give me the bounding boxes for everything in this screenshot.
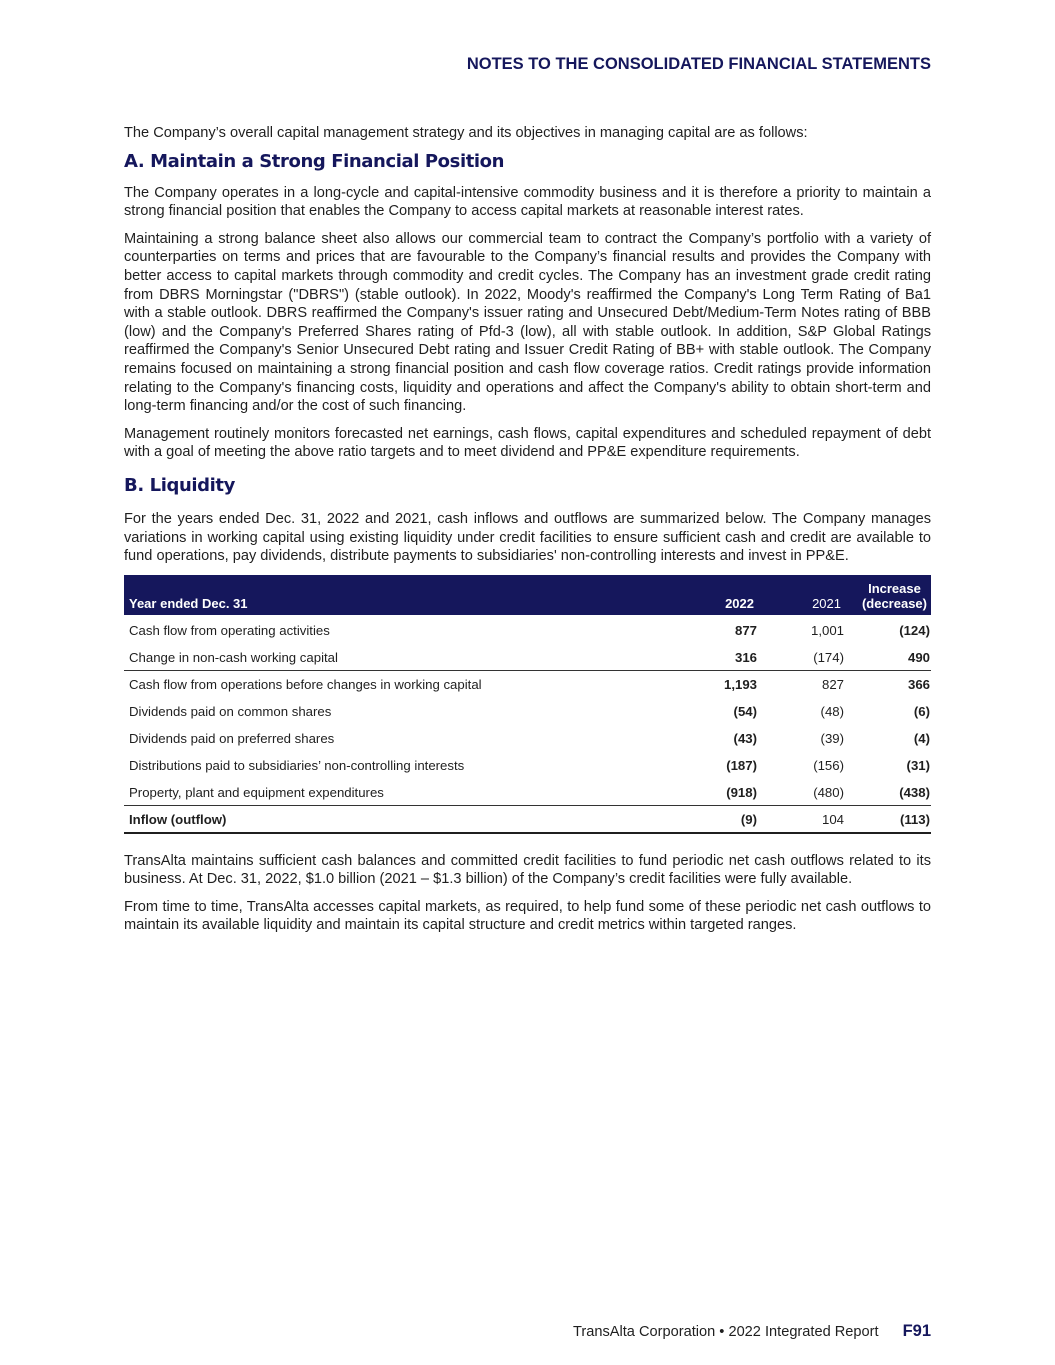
row-value-2021: (156) bbox=[813, 757, 844, 773]
row-value-2021: 104 bbox=[821, 811, 844, 827]
row-value-2022: (918) bbox=[726, 784, 757, 800]
table-row bbox=[124, 779, 931, 806]
page-footer bbox=[573, 1322, 931, 1341]
row-value-change: 490 bbox=[907, 649, 930, 665]
row-value-change: 366 bbox=[907, 676, 930, 692]
footer-report-title: TransAlta Corporation • 2022 Integrated Report bbox=[573, 1324, 879, 1340]
table-row bbox=[124, 698, 931, 725]
row-value-change: (31) bbox=[906, 757, 930, 773]
row-value-2022: 316 bbox=[734, 649, 757, 665]
row-value-2022: (43) bbox=[733, 730, 757, 746]
row-value-2021: (48) bbox=[820, 703, 844, 719]
section-b-paragraph: For the years ended Dec. 31, 2022 and 2021, cash inflows and outflows are summarized below. The Company manages variations in working capital using existing liquidity under credit facilities to ensure sufficient cash and credit are available to fund operations, pay dividends, distribute payments to subsidiaries' non-controlling interests and invest in PP&E. bbox=[124, 510, 931, 565]
row-value-2022: 877 bbox=[734, 622, 757, 638]
row-value-2022: (54) bbox=[733, 703, 757, 719]
table-row bbox=[124, 644, 931, 671]
row-value-2021: (39) bbox=[820, 730, 844, 746]
table-row bbox=[124, 725, 931, 752]
section-a-paragraph-1: The Company operates in a long-cycle and capital-intensive commodity business and it is therefore a priority to maintain a strong financial position that enables the Company to access capital markets at reasonable interest rates. bbox=[124, 184, 931, 220]
header-year-ended: Year ended Dec. 31 bbox=[129, 595, 248, 611]
after-table-paragraph-2: From time to time, TransAlta accesses capital markets, as required, to help fund some of these periodic net cash outflows to maintain its available liquidity and maintain its capital structure and credit metrics within targeted ranges. bbox=[124, 898, 931, 934]
header-2022: 2022 bbox=[725, 595, 754, 611]
row-label: Cash flow from operations before changes in working capital bbox=[129, 676, 482, 692]
row-label: Dividends paid on preferred shares bbox=[129, 730, 335, 746]
section-b-heading: B. Liquidity bbox=[124, 474, 235, 496]
section-a-paragraph-2: Maintaining a strong balance sheet also allows our commercial team to contract the Company’s portfolio with a variety of counterparties on terms and prices that are favourable to the Company’s financial results and provides the Company with better access to capital markets through commodity and credit cycles. The Company has an investment grade credit rating from DBRS Morningstar ("DBRS") (stable outlook). In 2022, Moody's reaffirmed the Company's Long Term Rating of Ba1 with a stable outlook. DBRS reaffirmed the Company's issuer rating and Unsecured Debt/Medium-Term Notes rating of BBB (low) and the Company's Preferred Shares rating of Pfd-3 (low), all with stable outlook. In addition, S&P Global Ratings reaffirmed the Company's Senior Unsecured Debt rating and Issuer Credit Rating of BB+ with stable outlook. The Company remains focused on maintaining a strong financial position and cash flow coverage ratios. Credit ratings provide information relating to the Company's financing costs, liquidity and operations and affect the Company's ability to obtain short-term and long-term financing and/or the cost of such financing. bbox=[124, 230, 931, 415]
row-label: Change in non-cash working capital bbox=[129, 649, 338, 665]
row-value-2022: 1,193 bbox=[723, 676, 757, 692]
table-row bbox=[124, 752, 931, 779]
row-label: Inflow (outflow) bbox=[129, 811, 227, 827]
header-increase-decrease bbox=[862, 581, 927, 611]
row-value-2021: 827 bbox=[821, 676, 844, 692]
row-value-change: (4) bbox=[913, 730, 930, 746]
row-label: Distributions paid to subsidiaries’ non-controlling interests bbox=[129, 757, 465, 773]
header-2021: 2021 bbox=[812, 595, 841, 611]
row-value-2021: 1,001 bbox=[810, 622, 844, 638]
header-increase-line2: (decrease) bbox=[861, 595, 927, 611]
row-value-change: (438) bbox=[899, 784, 930, 800]
row-value-2021: (480) bbox=[813, 784, 844, 800]
section-a-paragraph-3: Management routinely monitors forecasted net earnings, cash flows, capital expenditures and scheduled repayment of debt with a goal of meeting the above ratio targets and to meet dividend and PP&E expenditure requirements. bbox=[124, 425, 931, 461]
table-row bbox=[124, 671, 931, 698]
row-value-2022: (9) bbox=[740, 811, 757, 827]
row-value-change: (6) bbox=[913, 703, 930, 719]
row-label: Property, plant and equipment expenditures bbox=[129, 784, 384, 800]
page-header-title: NOTES TO THE CONSOLIDATED FINANCIAL STATEMENTS bbox=[466, 55, 931, 73]
table-header bbox=[124, 575, 931, 615]
row-label: Cash flow from operating activities bbox=[129, 622, 330, 638]
cash-flow-table bbox=[124, 575, 931, 834]
row-label: Dividends paid on common shares bbox=[129, 703, 332, 719]
after-table-paragraph-1: TransAlta maintains sufficient cash balances and committed credit facilities to fund periodic net cash outflows related to its business. At Dec. 31, 2022, $1.0 billion (2021 – $1.3 billion) of the Company’s credit facilities were fully available. bbox=[124, 852, 931, 888]
table-total-row bbox=[124, 806, 931, 834]
row-value-2022: (187) bbox=[726, 757, 757, 773]
page-body bbox=[124, 124, 931, 944]
row-value-2021: (174) bbox=[813, 649, 844, 665]
row-value-change: (113) bbox=[899, 811, 930, 827]
page-number: F91 bbox=[902, 1322, 931, 1340]
header-increase-line1: Increase bbox=[868, 580, 921, 596]
section-a-heading: A. Maintain a Strong Financial Position bbox=[124, 150, 505, 172]
row-value-change: (124) bbox=[899, 622, 930, 638]
intro-paragraph: The Company’s overall capital management strategy and its objectives in managing capital are as follows: bbox=[124, 125, 808, 141]
table-row bbox=[124, 617, 931, 644]
